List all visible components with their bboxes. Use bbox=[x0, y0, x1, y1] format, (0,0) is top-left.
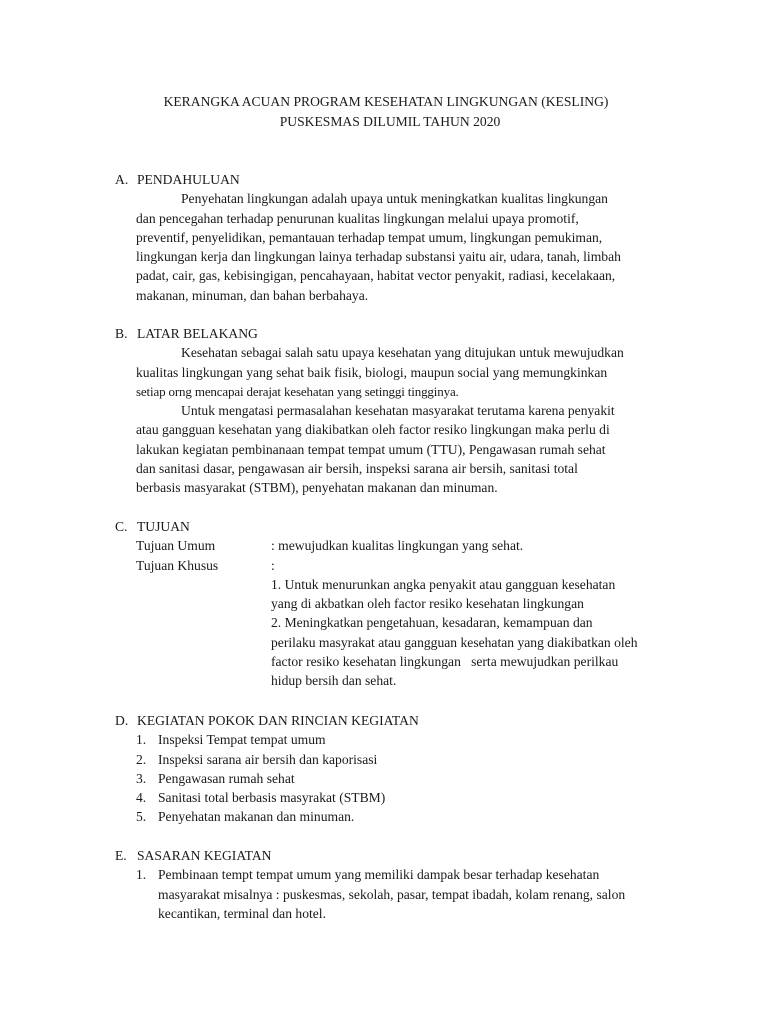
document-title bbox=[0, 92, 768, 131]
section-title: PENDAHULUAN bbox=[137, 172, 240, 187]
sasaran-list bbox=[136, 865, 675, 923]
list-item bbox=[136, 730, 675, 749]
text-line: hidup bersih dan sehat. bbox=[271, 673, 397, 689]
text-line: 2. Meningkatkan pengetahuan, kesadaran, kemampuan dan bbox=[271, 615, 593, 631]
section-heading bbox=[115, 846, 675, 865]
section-letter: B. bbox=[115, 326, 128, 341]
section-heading bbox=[115, 517, 675, 536]
section-letter: A. bbox=[115, 172, 129, 187]
text-line: factor resiko kesehatan lingkungan serta mewujudkan perilkau bbox=[271, 654, 619, 670]
section-title: KEGIATAN POKOK DAN RINCIAN KEGIATAN bbox=[137, 713, 419, 728]
list-number: 1. bbox=[136, 867, 147, 883]
tujuan-khusus-colon: : bbox=[271, 557, 275, 573]
list-number: 2. bbox=[136, 751, 147, 767]
tujuan-khusus-list bbox=[271, 575, 675, 691]
section-latar-belakang bbox=[115, 324, 675, 498]
section-letter: D. bbox=[115, 713, 129, 728]
section-letter: C. bbox=[115, 519, 128, 534]
text-line: 1. Untuk menurunkan angka penyakit atau gangguan kesehatan bbox=[271, 576, 616, 592]
section-body bbox=[136, 189, 674, 305]
section-heading bbox=[115, 324, 675, 343]
text-line: atau gangguan kesehatan yang diakibatkan oleh factor resiko lingkungan maka perlu di bbox=[136, 422, 610, 438]
kegiatan-list bbox=[136, 730, 675, 826]
section-title: LATAR BELAKANG bbox=[137, 326, 258, 341]
text-line: lakukan kegiatan pembinanaan tempat tempat umum (TTU), Pengawasan rumah sehat bbox=[136, 441, 606, 457]
section-sasaran-kegiatan bbox=[115, 846, 675, 923]
list-text: Pengawasan rumah sehat bbox=[158, 770, 295, 786]
text-line: lingkungan kerja dan lingkungan lainya terhadap substansi yaitu air, udara, tanah, limbah bbox=[136, 249, 621, 265]
tujuan-khusus-label: Tujuan Khusus bbox=[136, 557, 219, 573]
title-line-2: PUSKESMAS DILUMIL TAHUN 2020 bbox=[279, 113, 501, 129]
section-pendahuluan bbox=[115, 170, 675, 305]
text-line: Pembinaan tempt tempat umum yang memiliki dampak besar terhadap kesehatan bbox=[158, 867, 600, 883]
list-number: 1. bbox=[136, 732, 147, 748]
text-line: setiap orng mencapai derajat kesehatan yang setinggi tingginya. bbox=[136, 383, 459, 399]
section-title: TUJUAN bbox=[137, 519, 190, 534]
tujuan-umum-row bbox=[136, 536, 675, 555]
list-item bbox=[136, 769, 675, 788]
text-line: berbasis masyarakat (STBM), penyehatan makanan dan minuman. bbox=[136, 480, 498, 496]
text-line: masyarakat misalnya : puskesmas, sekolah, pasar, tempat ibadah, kolam renang, salon bbox=[158, 886, 626, 902]
text-line: padat, cair, gas, kebisingigan, pencahayaan, habitat vector penyakit, radiasi, kecelakaan, bbox=[136, 268, 616, 284]
section-title: SASARAN KEGIATAN bbox=[137, 848, 272, 863]
list-text: Inspeksi sarana air bersih dan kaporisasi bbox=[158, 751, 378, 767]
text-line: preventif, penyelidikan, pemantauan terhadap tempat umum, lingkungan pemukiman, bbox=[136, 229, 603, 245]
list-text: Penyehatan makanan dan minuman. bbox=[158, 809, 355, 825]
list-number: 4. bbox=[136, 790, 147, 806]
list-text bbox=[136, 865, 675, 923]
section-body bbox=[136, 343, 674, 497]
text-line: dan pencegahan terhadap penurunan kualitas lingkungan melalui upaya promotif, bbox=[136, 210, 579, 226]
text-line: yang di akbatkan oleh factor resiko kesehatan lingkungan bbox=[271, 596, 584, 612]
list-item bbox=[136, 750, 675, 769]
text-line: makanan, minuman, dan bahan berbahaya. bbox=[136, 287, 369, 303]
section-letter: E. bbox=[115, 848, 127, 863]
list-number: 5. bbox=[136, 809, 147, 825]
text-line: Penyehatan lingkungan adalah upaya untuk meningkatkan kualitas lingkungan bbox=[181, 191, 608, 207]
list-item bbox=[136, 788, 675, 807]
list-number: 3. bbox=[136, 770, 147, 786]
text-line: dan sanitasi dasar, pengawasan air bersih, inspeksi sarana air bersih, sanitasi total bbox=[136, 461, 578, 477]
tujuan-umum-value: : mewujudkan kualitas lingkungan yang sehat. bbox=[271, 538, 524, 554]
list-item bbox=[136, 807, 675, 826]
list-text: Inspeksi Tempat tempat umum bbox=[158, 732, 326, 748]
tujuan-umum-label: Tujuan Umum bbox=[136, 538, 216, 554]
section-heading bbox=[115, 170, 675, 189]
text-line: kecantikan, terminal dan hotel. bbox=[158, 905, 326, 921]
title-line-1: KERANGKA ACUAN PROGRAM KESEHATAN LINGKUNGAN (KESLING) bbox=[163, 94, 609, 109]
section-kegiatan-pokok bbox=[115, 711, 675, 827]
list-text: Sanitasi total berbasis masyrakat (STBM) bbox=[158, 790, 386, 806]
section-tujuan bbox=[115, 517, 675, 691]
tujuan-khusus-row bbox=[136, 556, 675, 575]
list-item bbox=[136, 865, 675, 923]
section-heading bbox=[115, 711, 675, 730]
text-line: Kesehatan sebagai salah satu upaya kesehatan yang ditujukan untuk mewujudkan bbox=[181, 345, 624, 361]
text-line: kualitas lingkungan yang sehat baik fisik, biologi, maupun social yang memungkinkan bbox=[136, 364, 608, 380]
text-line: Untuk mengatasi permasalahan kesehatan masyarakat terutama karena penyakit bbox=[181, 403, 615, 419]
text-line: perilaku masyrakat atau gangguan kesehatan yang diakibatkan oleh bbox=[271, 634, 638, 650]
